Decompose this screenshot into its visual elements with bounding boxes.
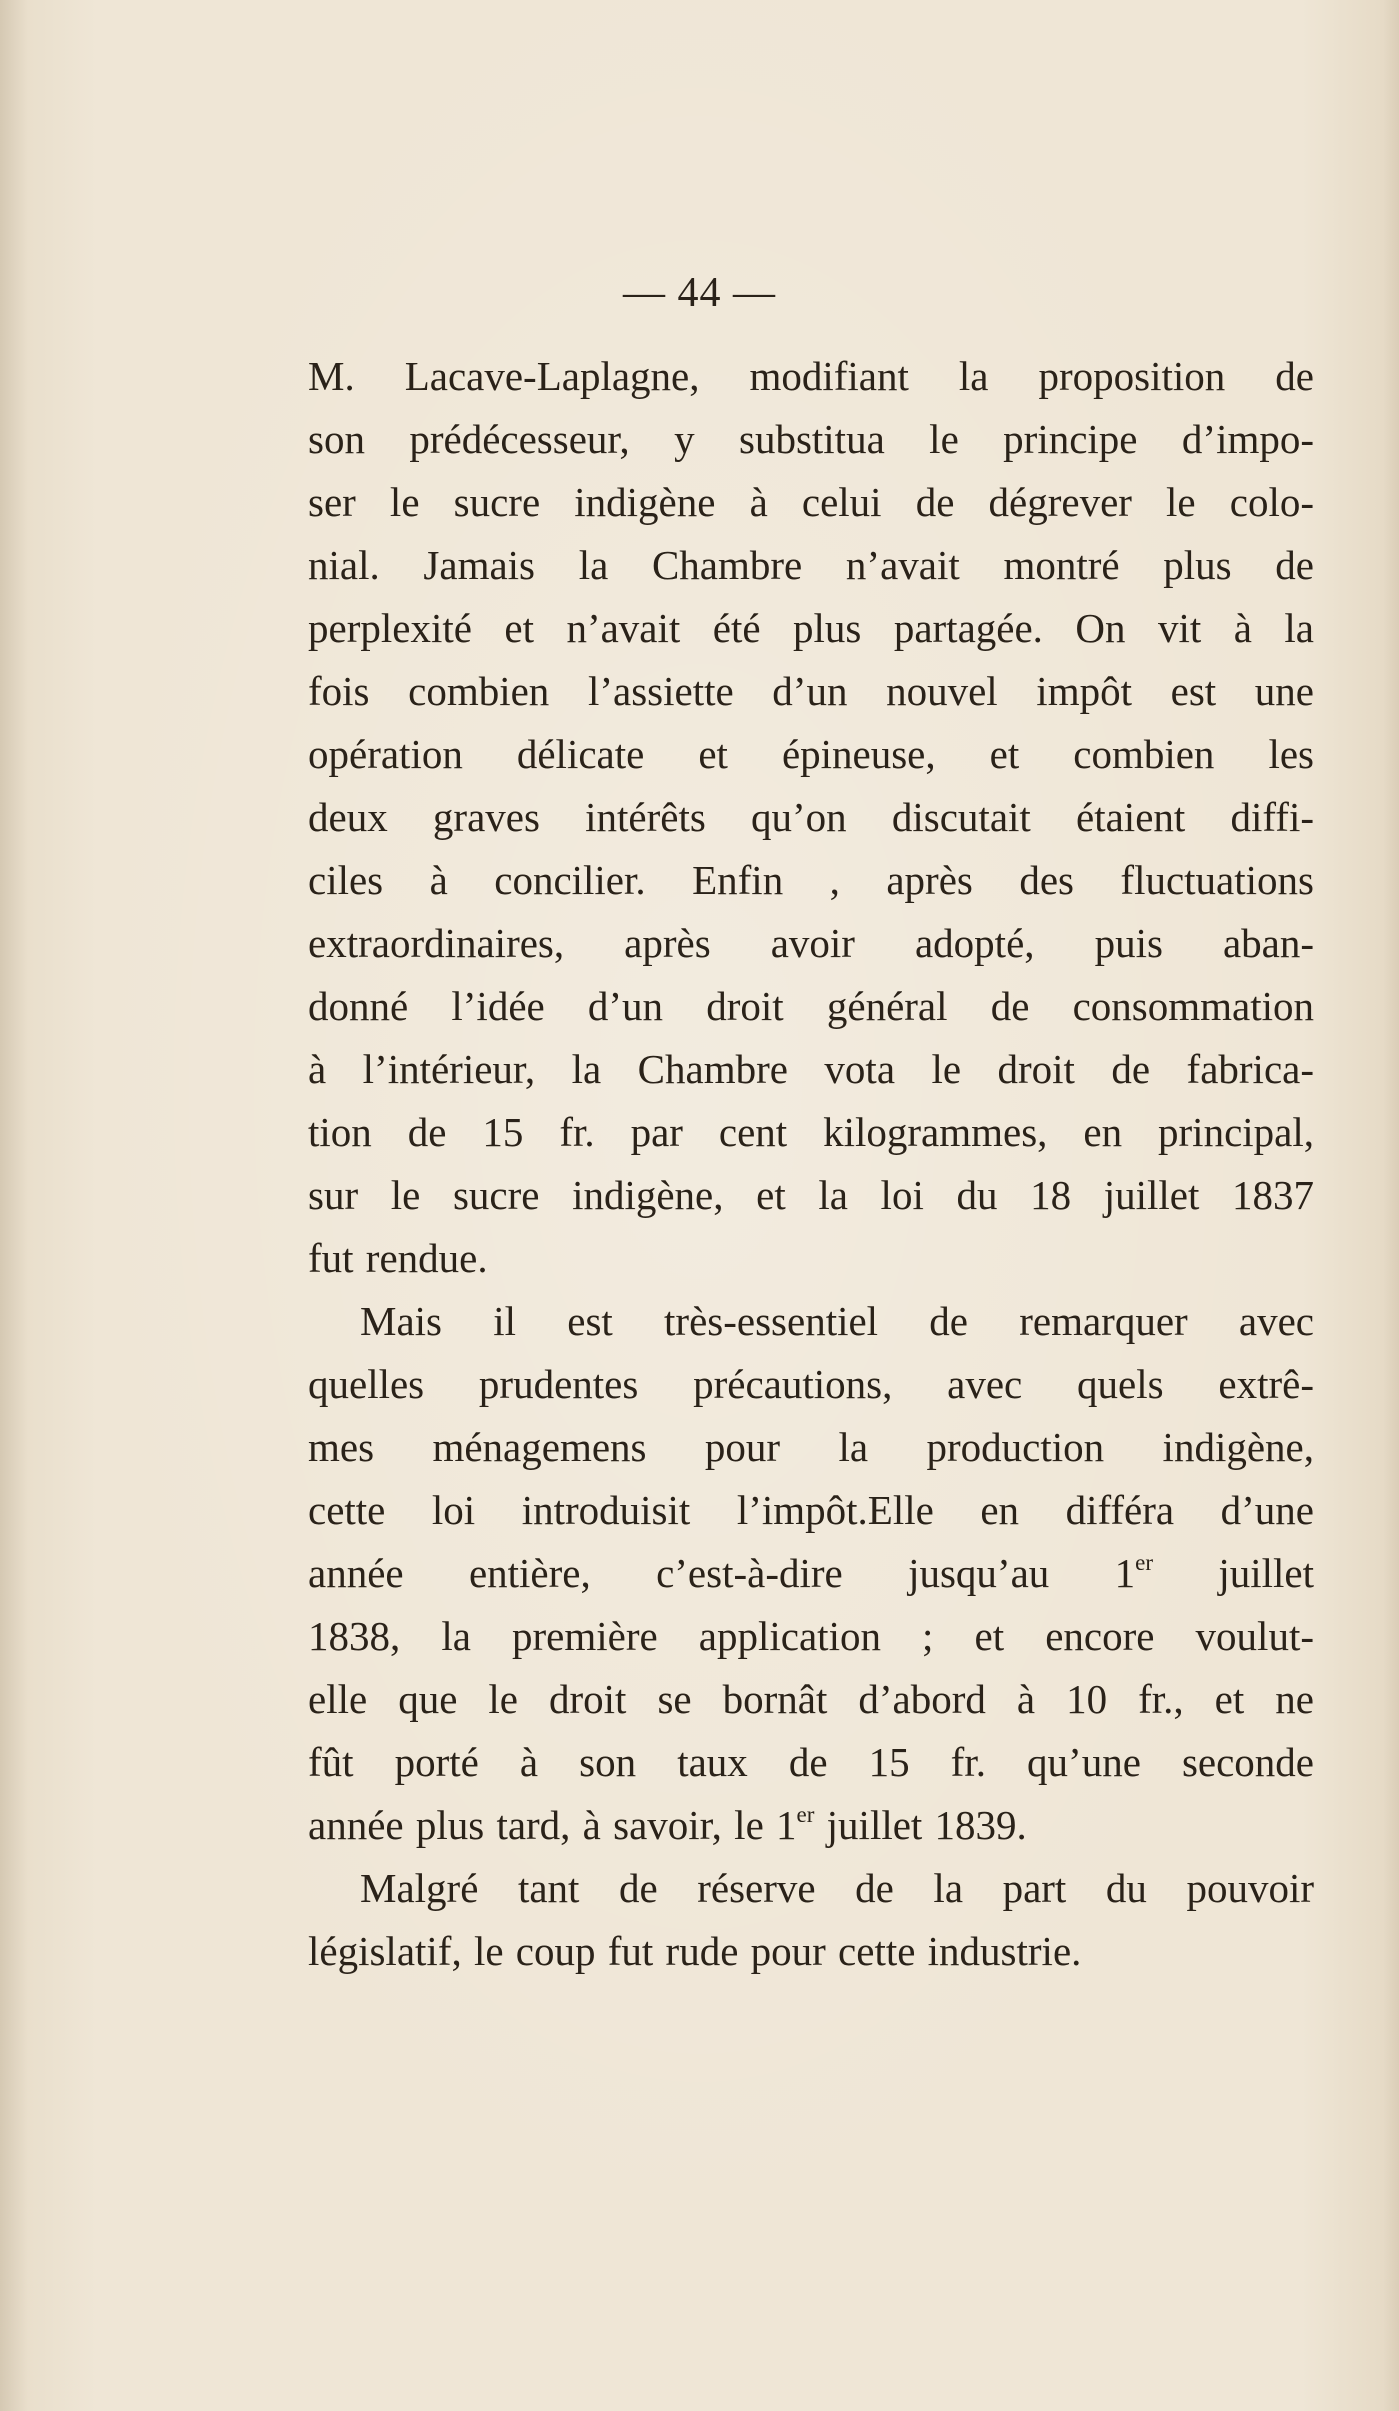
paragraph xyxy=(308,1857,1314,1983)
page-number: — 44 — xyxy=(623,270,776,316)
text-line: à l’intérieur, la Chambre vota le droit de fabrica- xyxy=(308,1046,1314,1092)
text-line: tion de 15 fr. par cent kilogrammes, en principal, xyxy=(308,1109,1314,1155)
text-segment: année entière, c’est-à-dire jusqu’au 1 xyxy=(308,1550,1136,1596)
text-line: cette loi introduisit l’impôt.Elle en différa d’une xyxy=(308,1487,1314,1533)
text-segment: année plus tard, à savoir, le 1 xyxy=(308,1802,797,1848)
text-line: législatif, le coup fut rude pour cette industrie. xyxy=(308,1928,1082,1974)
text-line: fut rendue. xyxy=(308,1235,488,1281)
text-line: quelles prudentes précautions, avec quels extrê- xyxy=(308,1361,1314,1407)
text-line: ciles à concilier. Enfin , après des fluctuations xyxy=(308,857,1314,903)
body-text xyxy=(308,345,1314,1983)
superscript: er xyxy=(1135,1549,1153,1575)
text-segment: juillet xyxy=(1153,1550,1314,1596)
superscript: er xyxy=(796,1801,815,1827)
text-segment: juillet 1839. xyxy=(814,1802,1027,1848)
paragraph xyxy=(308,345,1314,1290)
text-line: donné l’idée d’un droit général de consommation xyxy=(308,983,1314,1029)
text-line: ser le sucre indigène à celui de dégrever le colo- xyxy=(308,479,1314,525)
text-line: Mais il est très-essentiel de remarquer avec xyxy=(360,1298,1314,1344)
text-line: elle que le droit se bornât d’abord à 10 fr., et ne xyxy=(308,1676,1314,1722)
text-line: extraordinaires, après avoir adopté, puis aban- xyxy=(308,920,1314,966)
text-line: M. Lacave-Laplagne, modifiant la proposition de xyxy=(308,353,1314,399)
text-line: son prédécesseur, y substitua le principe d’impo- xyxy=(308,416,1314,462)
text-line: fût porté à son taux de 15 fr. qu’une seconde xyxy=(308,1739,1314,1785)
text-line: Malgré tant de réserve de la part du pouvoir xyxy=(360,1865,1314,1911)
text-line xyxy=(308,1542,1314,1605)
page-edge-shadow xyxy=(1383,0,1399,2411)
text-line: 1838, la première application ; et encore voulut- xyxy=(308,1613,1314,1659)
text-line: nial. Jamais la Chambre n’avait montré plus de xyxy=(308,542,1314,588)
text-line: sur le sucre indigène, et la loi du 18 juillet 1837 xyxy=(308,1172,1314,1218)
text-line: mes ménagemens pour la production indigène, xyxy=(308,1424,1314,1470)
text-line: opération délicate et épineuse, et combien les xyxy=(308,731,1314,777)
text-line: deux graves intérêts qu’on discutait étaient diffi- xyxy=(308,794,1314,840)
paragraph xyxy=(308,1290,1314,1857)
text-line: perplexité et n’avait été plus partagée. On vit à la xyxy=(308,605,1314,651)
gutter-shadow xyxy=(0,0,28,2411)
text-line xyxy=(308,1794,1314,1857)
text-line: fois combien l’assiette d’un nouvel impôt est une xyxy=(308,668,1314,714)
